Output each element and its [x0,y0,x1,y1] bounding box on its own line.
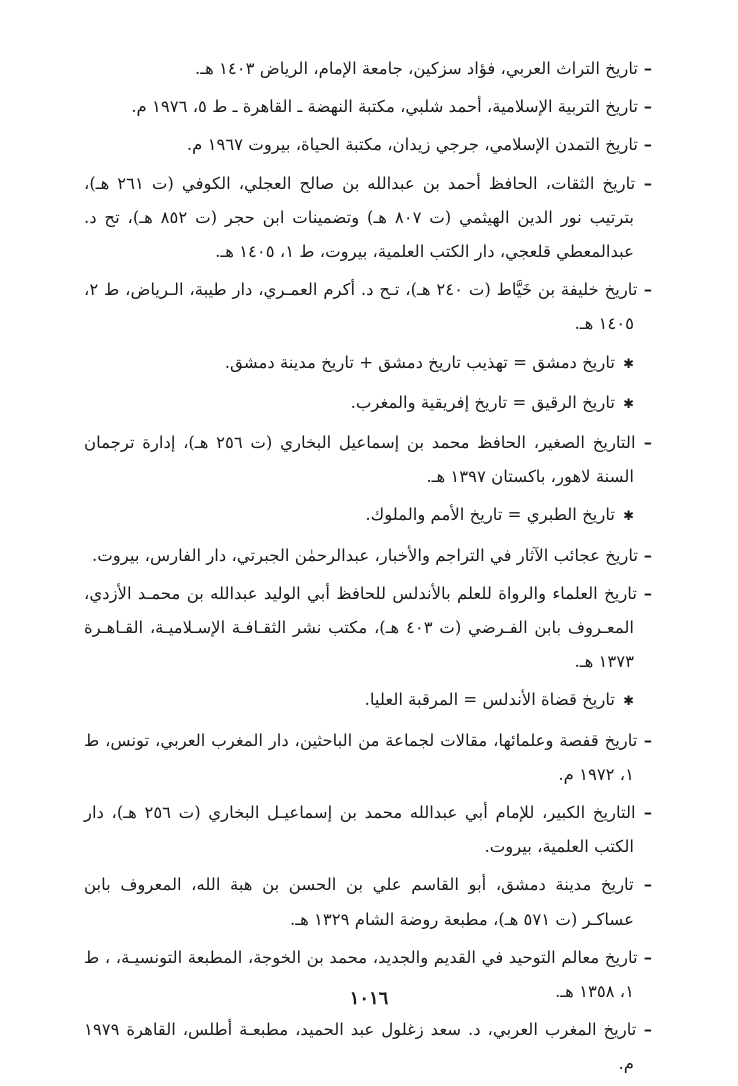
bibliography-entry: – تاريخ التمدن الإسلامي، جرجي زيدان، مكتبة الحياة، بيروت ١٩٦٧ م. [84,128,652,162]
cross-reference-entry: ✱ تاريخ الطبري = تاريخ الأمم والملوك. [84,498,652,534]
cross-reference-entry: ✱ تاريخ الرقيق = تاريخ إفريقية والمغرب. [84,386,652,422]
bibliography-entry: – تاريخ عجائب الآثار في التراجم والأخبار، عبدالرحمٰن الجبرتي، دار الفارس، بيروت. [84,539,652,573]
cross-reference-entry: ✱ تاريخ قضاة الأندلس = المرقبة العليا. [84,683,652,719]
bibliography-entry: – تاريخ مدينة دمشق، أبو القاسم علي بن الحسن بن هبة الله، المعروف بابن عساكـر (ت ٥٧١ هـ)، مطبعة روضة الشام ١٣٢٩ هـ. [84,868,652,936]
bibliography-entry: – تاريخ خليفة بن خَيَّاط (ت ٢٤٠ هـ)، تـح د. أكرم العمـري، دار طيبة، الـرياض، ط ٢، ١٤٠٥ هـ. [84,273,652,341]
bibliography-entry: – تاريخ معالم التوحيد في القديم والجديد، محمد بن الخوجة، المطبعة التونسيـة، ، ط ١، ١٣٥٨ هـ. [84,941,652,1009]
bibliography-entry: – تاريخ التراث العربي، فؤاد سزكين، جامعة الإمام، الرياض ١٤٠٣ هـ. [84,52,652,86]
bibliography-list [84,52,652,1086]
bibliography-entry: – تاريخ الثقات، الحافظ أحمد بن عبدالله بن صالح العجلي، الكوفي (ت ٢٦١ هـ)، بترتيب نور الدين الهيثمي (ت ٨٠٧ هـ) وتضمينات ابن حجر (ت ٨٥٢ هـ)، تح د. عبدالمعطي قلعجي، دار الكتب العلمية، بيروت، ط ١، ١٤٠٥ هـ. [84,167,652,270]
cross-reference-entry: ✱ تاريخ دمشق = تهذيب تاريخ دمشق + تاريخ مدينة دمشق. [84,346,652,382]
bibliography-entry: – التاريخ الصغير، الحافظ محمد بن إسماعيل البخاري (ت ٢٥٦ هـ)، إدارة ترجمان السنة لاهور، باكستان ١٣٩٧ هـ. [84,426,652,494]
bibliography-entry: – تاريخ المغرب العربي، د. سعد زغلول عبد الحميد، مطبعـة أطلس، القاهرة ١٩٧٩ م. [84,1013,652,1081]
page-number: ١٠١٦ [349,988,389,1009]
bibliography-entry: – تاريخ التربية الإسلامية، أحمد شلبي، مكتبة النهضة ـ القاهرة ـ ط ٥، ١٩٧٦ م. [84,90,652,124]
bibliography-entry: – تاريخ قفصة وعلمائها، مقالات لجماعة من الباحثين، دار المغرب العربي، تونس، ط ١، ١٩٧٢ م. [84,724,652,792]
bibliography-entry: – التاريخ الكبير، للإمام أبي عبدالله محمد بن إسماعيـل البخاري (ت ٢٥٦ هـ)، دار الكتب العلمية، بيروت. [84,796,652,864]
bibliography-entry: – تاريخ العلماء والرواة للعلم بالأندلس للحافظ أبي الوليد عبدالله بن محمـد الأزدي، المعـروف بابن الفـرضي (ت ٤٠٣ هـ)، مكتب نشر الثقـافـة الإسـلاميـة، القـاهـرة ١٣٧٣ هـ. [84,577,652,680]
